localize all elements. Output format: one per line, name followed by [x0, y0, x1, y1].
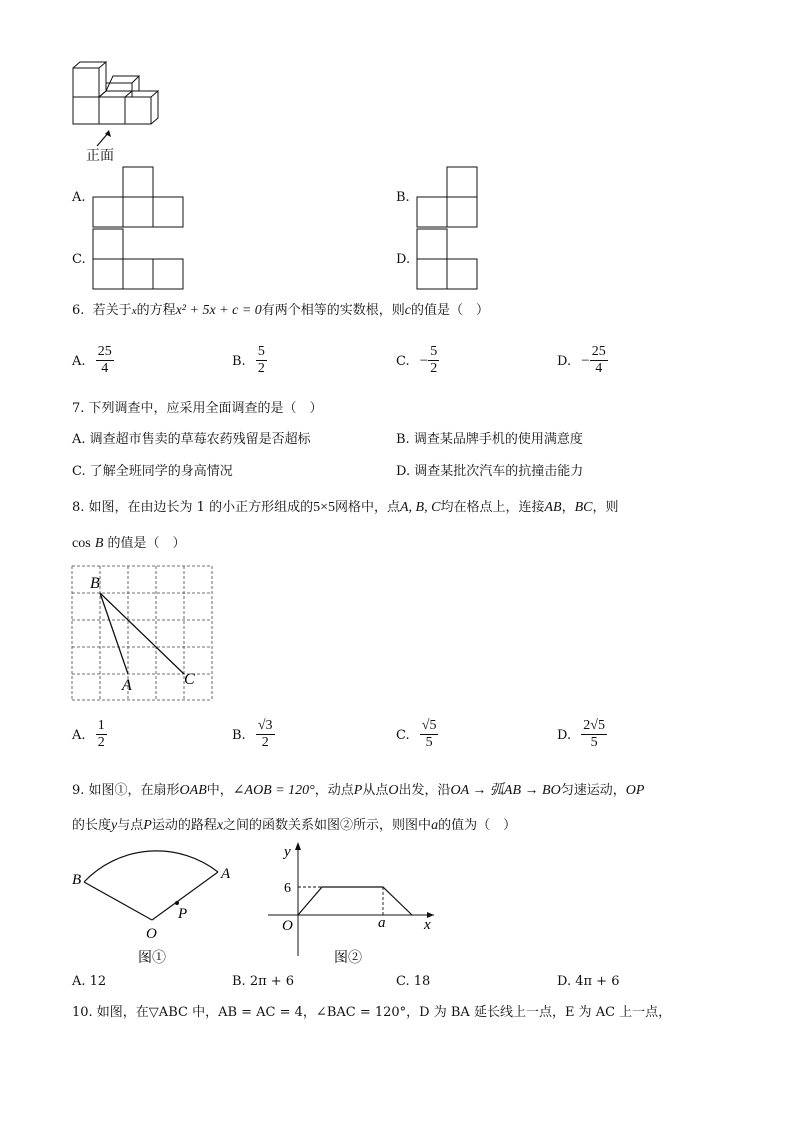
question-9-stem-line1: 9. 如图①，在扇形OAB中，∠AOB = 120°，动点P从点O出发，沿OA → 弧AB → BO匀速运动，OP [72, 783, 645, 798]
question-8-option-c[interactable]: C. $\frac{√5}{5}$ [396, 718, 437, 750]
option-a-letter[interactable]: A. [72, 190, 86, 205]
option-d-view [416, 228, 480, 290]
front-arrow-icon [94, 128, 118, 148]
fig2-o-label: O [282, 918, 293, 934]
option-b-view [416, 166, 480, 228]
question-7-option-a[interactable]: A. 调查超市售卖的草莓农药残留是否超标 [72, 432, 311, 447]
question-7-option-c[interactable]: C. 了解全班同学的身高情况 [72, 464, 233, 479]
fig2-y-label: y [284, 844, 291, 860]
sector-figure [66, 836, 246, 966]
question-9-option-c[interactable]: C. 18 [396, 974, 431, 989]
question-7-option-b[interactable]: B. 调查某品牌手机的使用满意度 [396, 432, 583, 447]
option-c-view [92, 228, 186, 290]
option-a-view [92, 166, 186, 228]
front-label: 正面 [86, 148, 114, 164]
graph-line [298, 887, 412, 915]
radius-ob [84, 882, 152, 920]
question-7-stem: 7. 下列调查中，应采用全面调查的是（ ） [72, 401, 323, 416]
segment-ab [100, 593, 128, 674]
question-6-stem: 6. 若关于x的方程x² + 5x + c = 0有两个相等的实数根，则c的值是（ ） [72, 303, 490, 318]
question-9-option-d[interactable]: D. 4π + 6 [557, 974, 620, 989]
option-b-letter[interactable]: B. [396, 190, 410, 205]
function-graph-figure [264, 836, 444, 966]
question-6-option-c[interactable]: C. − $\frac{5}{2}$ [396, 344, 438, 376]
arc-ab [84, 851, 218, 882]
question-9-option-a[interactable]: A. 12 [72, 974, 107, 989]
fig2-six-label: 6 [284, 881, 291, 896]
question-8-option-a[interactable]: A. $\frac{1}{2}$ [72, 718, 105, 750]
question-7-option-d[interactable]: D. 调查某批次汽车的抗撞击能力 [396, 464, 584, 479]
cube-stack-figure [66, 58, 170, 130]
question-9-stem-line2: 的长度y与点P运动的路程x之间的函数关系如图②所示，则图中a的值为（ ） [72, 818, 517, 833]
question-6-option-d[interactable]: D. − $\frac{25}{4}$ [557, 344, 606, 376]
fig1-o-label: O [146, 926, 157, 942]
question-8-stem-line1: 8. 如图，在由边长为 1 的小正方形组成的5×5网格中，点A, B, C均在格点上，连接AB，BC，则 [72, 500, 619, 515]
point-a-label: A [122, 677, 132, 694]
segment-bc [100, 593, 184, 674]
fig1-p-label: P [178, 906, 188, 922]
fig2-a-label: a [378, 915, 386, 931]
grid-figure [70, 563, 218, 703]
fig1-a-label: A [221, 866, 231, 882]
question-6-option-b[interactable]: B. $\frac{5}{2}$ [232, 344, 265, 376]
question-6-option-a[interactable]: A. $\frac{25}{4}$ [72, 344, 112, 376]
fig2-caption: 图② [334, 951, 362, 966]
point-c-label: C [184, 671, 195, 688]
point-p-dot [175, 901, 179, 905]
option-d-letter[interactable]: D. [396, 252, 411, 267]
option-c-letter[interactable]: C. [72, 252, 86, 267]
question-8-stem-line2: cos B 的值是（ ） [72, 536, 186, 551]
point-b-label: B [90, 575, 100, 592]
question-9-option-b[interactable]: B. 2π + 6 [232, 974, 295, 989]
question-10-stem: 10. 如图，在▽ABC 中，AB = AC = 4，∠BAC = 120°，D 为 BA 延长线上一点，E 为 AC 上一点， [72, 1005, 672, 1020]
fig1-caption: 图① [138, 951, 166, 966]
fig1-b-label: B [72, 872, 82, 888]
y-axis-arrow-icon [295, 842, 301, 850]
question-8-option-b[interactable]: B. $\frac{√3}{2}$ [232, 718, 273, 750]
question-8-option-d[interactable]: D. $\frac{2√5}{5}$ [557, 718, 605, 750]
fig2-x-label: x [424, 917, 431, 933]
